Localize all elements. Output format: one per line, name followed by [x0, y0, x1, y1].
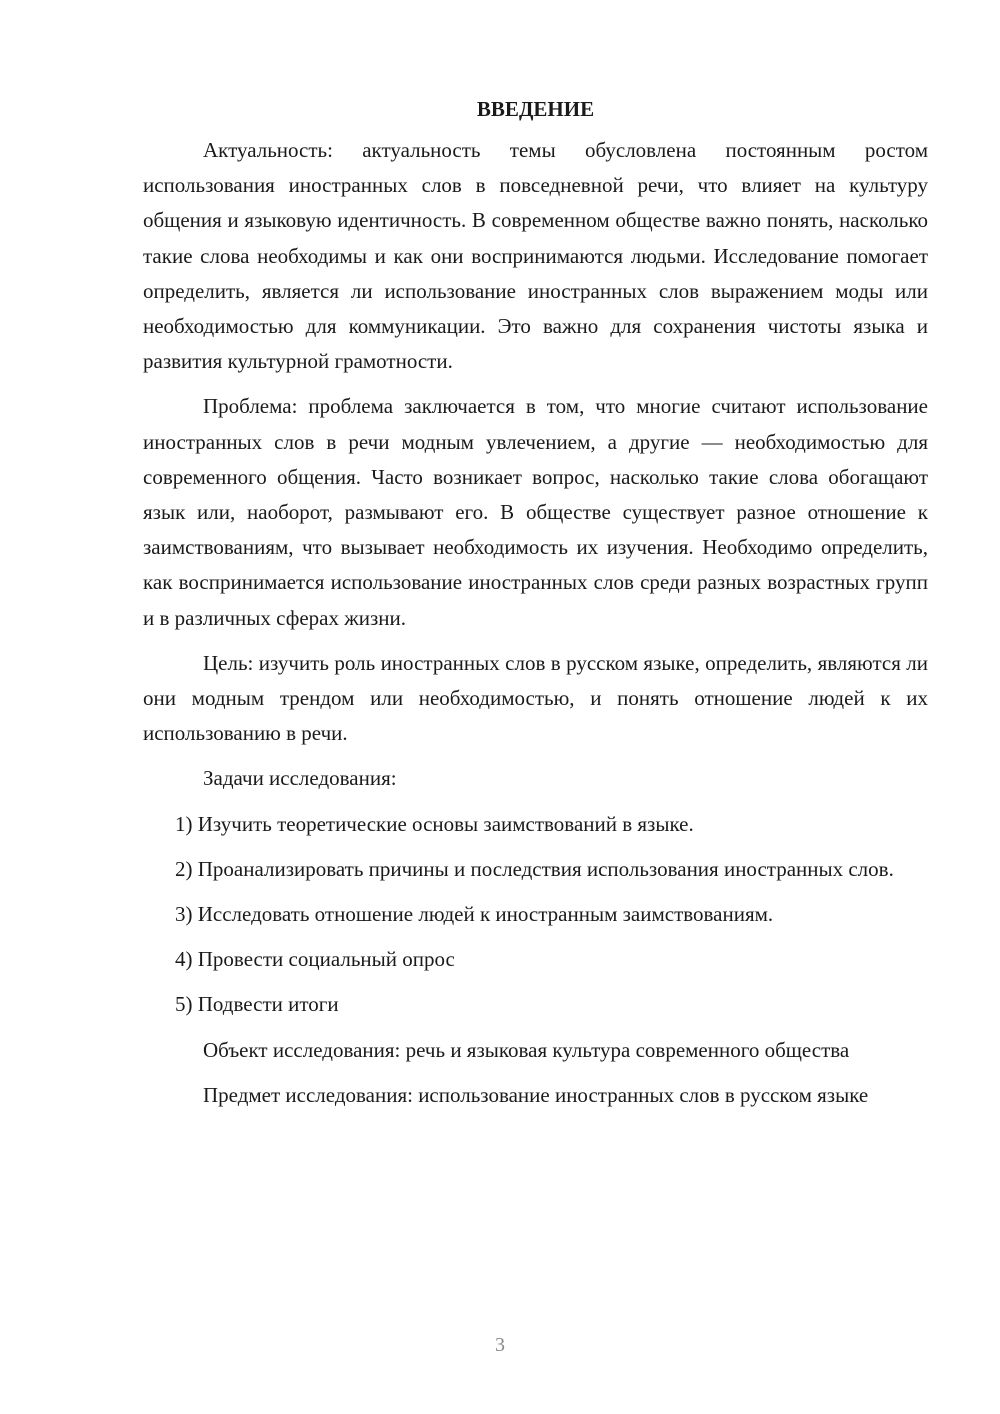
- task-item-4: 4) Провести социальный опрос: [175, 947, 455, 972]
- goal-paragraph: Цель: изучить роль иностранных слов в русском языке, определить, являются ли они модным трендом или необходимостью, и понять отношение людей к их использованию в речи.: [143, 650, 928, 746]
- document-page: [143, 92, 928, 1123]
- subject-paragraph: Предмет исследования: использование иностранных слов в русском языке: [203, 1082, 869, 1107]
- relevance-paragraph: Актуальность: актуальность темы обусловлена постоянным ростом использования иностранных слов в повседневной речи, что влияет на культуру общения и языковую идентичность. В современном обществе важно понять, насколько такие слова необходимы и как они воспринимаются людьми. Исследование помогает определить, является ли использование иностранных слов выражением моды или необходимостью для коммуникации. Это важно для сохранения чистоты языка и развития культурной грамотности.: [143, 138, 928, 374]
- task-item-3: 3) Исследовать отношение людей к иностранным заимствованиям.: [175, 902, 774, 927]
- task-item-5: 5) Подвести итоги: [175, 992, 339, 1017]
- task-item-2: 2) Проанализировать причины и последствия использования иностранных слов.: [175, 856, 894, 881]
- object-paragraph: Объект исследования: речь и языковая культура современного общества: [203, 1037, 850, 1062]
- task-item-1: 1) Изучить теоретические основы заимствований в языке.: [175, 811, 694, 836]
- problem-paragraph: Проблема: проблема заключается в том, что многие считают использование иностранных слов в речи модным увлечением, а другие — необходимостью для современного общения. Часто возникает вопрос, насколько такие слова обогащают язык или, наоборот, размывают его. В обществе существует разное отношение к заимствованиям, что вызывает необходимость их изучения. Необходимо определить, как воспринимается использование иностранных слов среди разных возрастных групп и в различных сферах жизни.: [143, 394, 928, 630]
- tasks-heading: Задачи исследования:: [203, 766, 397, 791]
- page-title: ВВЕДЕНИЕ: [476, 97, 595, 121]
- page-number: 3: [495, 1334, 505, 1356]
